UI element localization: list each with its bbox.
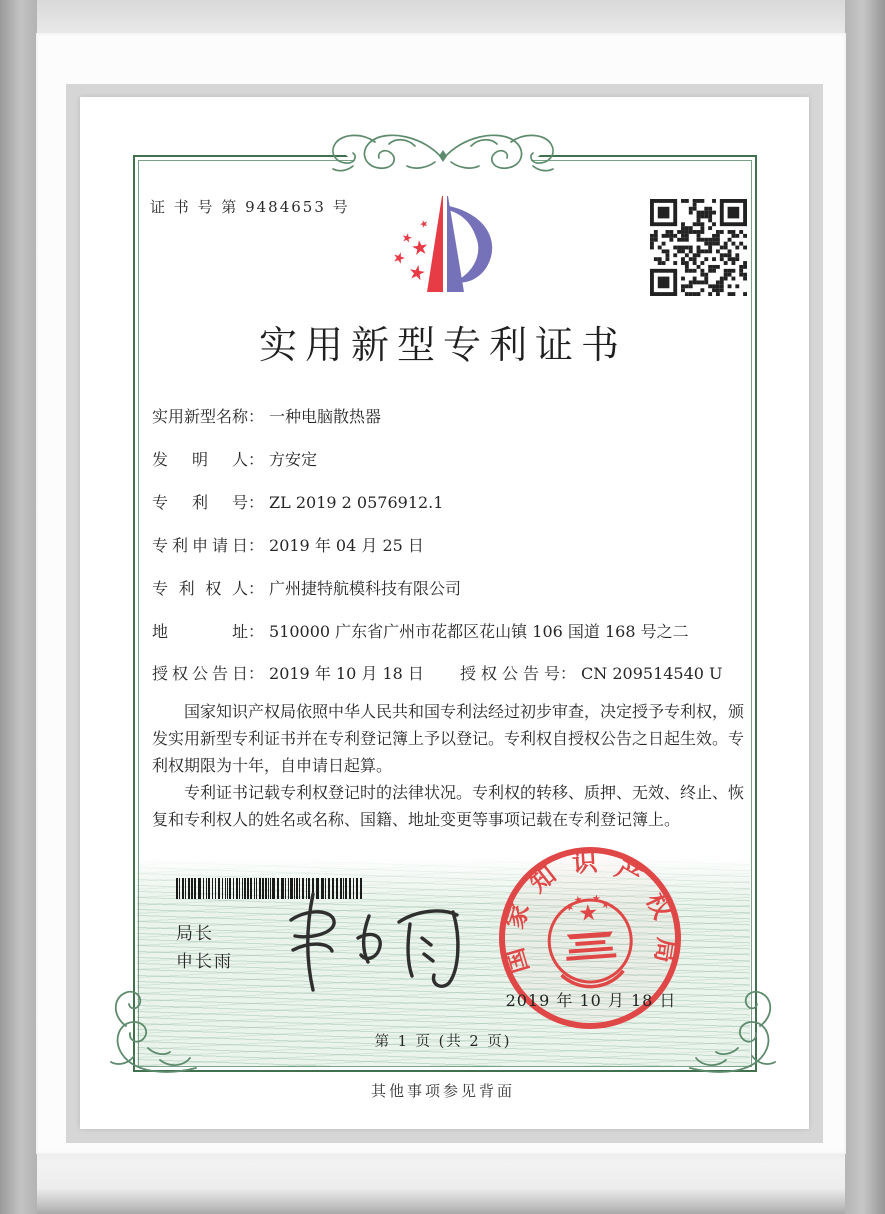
qr-code xyxy=(650,199,747,296)
field-value: ZL 2019 2 0576912.1 xyxy=(269,493,444,512)
field-value: 2019 年 04 月 25 日 xyxy=(269,536,424,555)
back-side-note: 其他事项参见背面 xyxy=(370,1082,515,1100)
legal-text xyxy=(152,698,744,833)
field-label: 实用新型名称 xyxy=(152,407,249,426)
frame-edge-right xyxy=(845,0,885,1214)
grant-no-value: CN 209514540 U xyxy=(581,664,723,683)
certificate-number: 证 书 号 第 9484653 号 xyxy=(150,198,350,216)
field-value: 510000 广东省广州市花都区花山镇 106 国道 168 号之二 xyxy=(269,622,689,641)
legal-paragraph-1: 国家知识产权局依照中华人民共和国专利法经过初步审查，决定授予专利权，颁发实用新型专利证书并在专利登记簿上予以登记。专利权自授权公告之日起生效。专利权期限为十年，自申请日起算。 xyxy=(152,702,745,775)
seal-date: 2019 年 10 月 18 日 xyxy=(505,991,677,1010)
field-colon: ： xyxy=(248,536,265,555)
frame-edge-left xyxy=(0,0,37,1214)
field-row-patentee xyxy=(152,576,752,599)
field-row-inventor xyxy=(152,447,752,470)
field-row-name xyxy=(152,404,752,427)
field-value: 广州捷特航模科技有限公司 xyxy=(269,579,462,598)
field-row-grant xyxy=(152,661,752,684)
legal-paragraph-2: 专利证书记载专利权登记时的法律状况。专利权的转移、质押、无效、终止、恢复和专利权人的姓名或名称、国籍、地址变更等事项记载在专利登记簿上。 xyxy=(152,783,745,829)
top-scroll-ornament xyxy=(323,116,563,178)
field-value: 一种电脑散热器 xyxy=(269,407,382,426)
field-row-address xyxy=(152,619,752,642)
field-row-patent-no xyxy=(152,490,752,513)
grant-number-group xyxy=(460,661,723,684)
field-colon: ： xyxy=(248,664,265,683)
field-colon: ： xyxy=(248,407,265,426)
field-colon: ： xyxy=(248,493,265,512)
signature-handwriting xyxy=(283,888,468,996)
field-row-filing-date xyxy=(152,533,752,556)
field-colon: ： xyxy=(248,622,265,641)
field-label: 专利权人 xyxy=(152,579,248,598)
field-label: 地址 xyxy=(152,622,248,641)
field-label: 专利号 xyxy=(152,493,248,512)
page-number: 第 1 页 (共 2 页) xyxy=(374,1034,512,1050)
grant-date-label: 授权公告日 xyxy=(152,664,248,683)
grant-no-label: 授权公告号 xyxy=(460,664,560,683)
frame-edge-top xyxy=(0,0,885,34)
field-colon: ： xyxy=(248,450,265,469)
director-name: 申长雨 xyxy=(176,952,233,972)
field-colon: ： xyxy=(248,579,265,598)
director-title: 局长 xyxy=(176,924,214,944)
field-value: 方安定 xyxy=(269,450,318,469)
field-colon: ： xyxy=(560,664,577,683)
field-label: 发明人 xyxy=(152,450,248,469)
cnipa-logo-icon xyxy=(386,190,506,308)
field-label: 专利申请日 xyxy=(152,536,248,555)
seal-arc-text: 国家知识产权局 xyxy=(499,847,682,977)
grant-date-value: 2019 年 10 月 18 日 xyxy=(269,664,424,683)
certificate-title: 实用新型专利证书 xyxy=(258,323,627,367)
